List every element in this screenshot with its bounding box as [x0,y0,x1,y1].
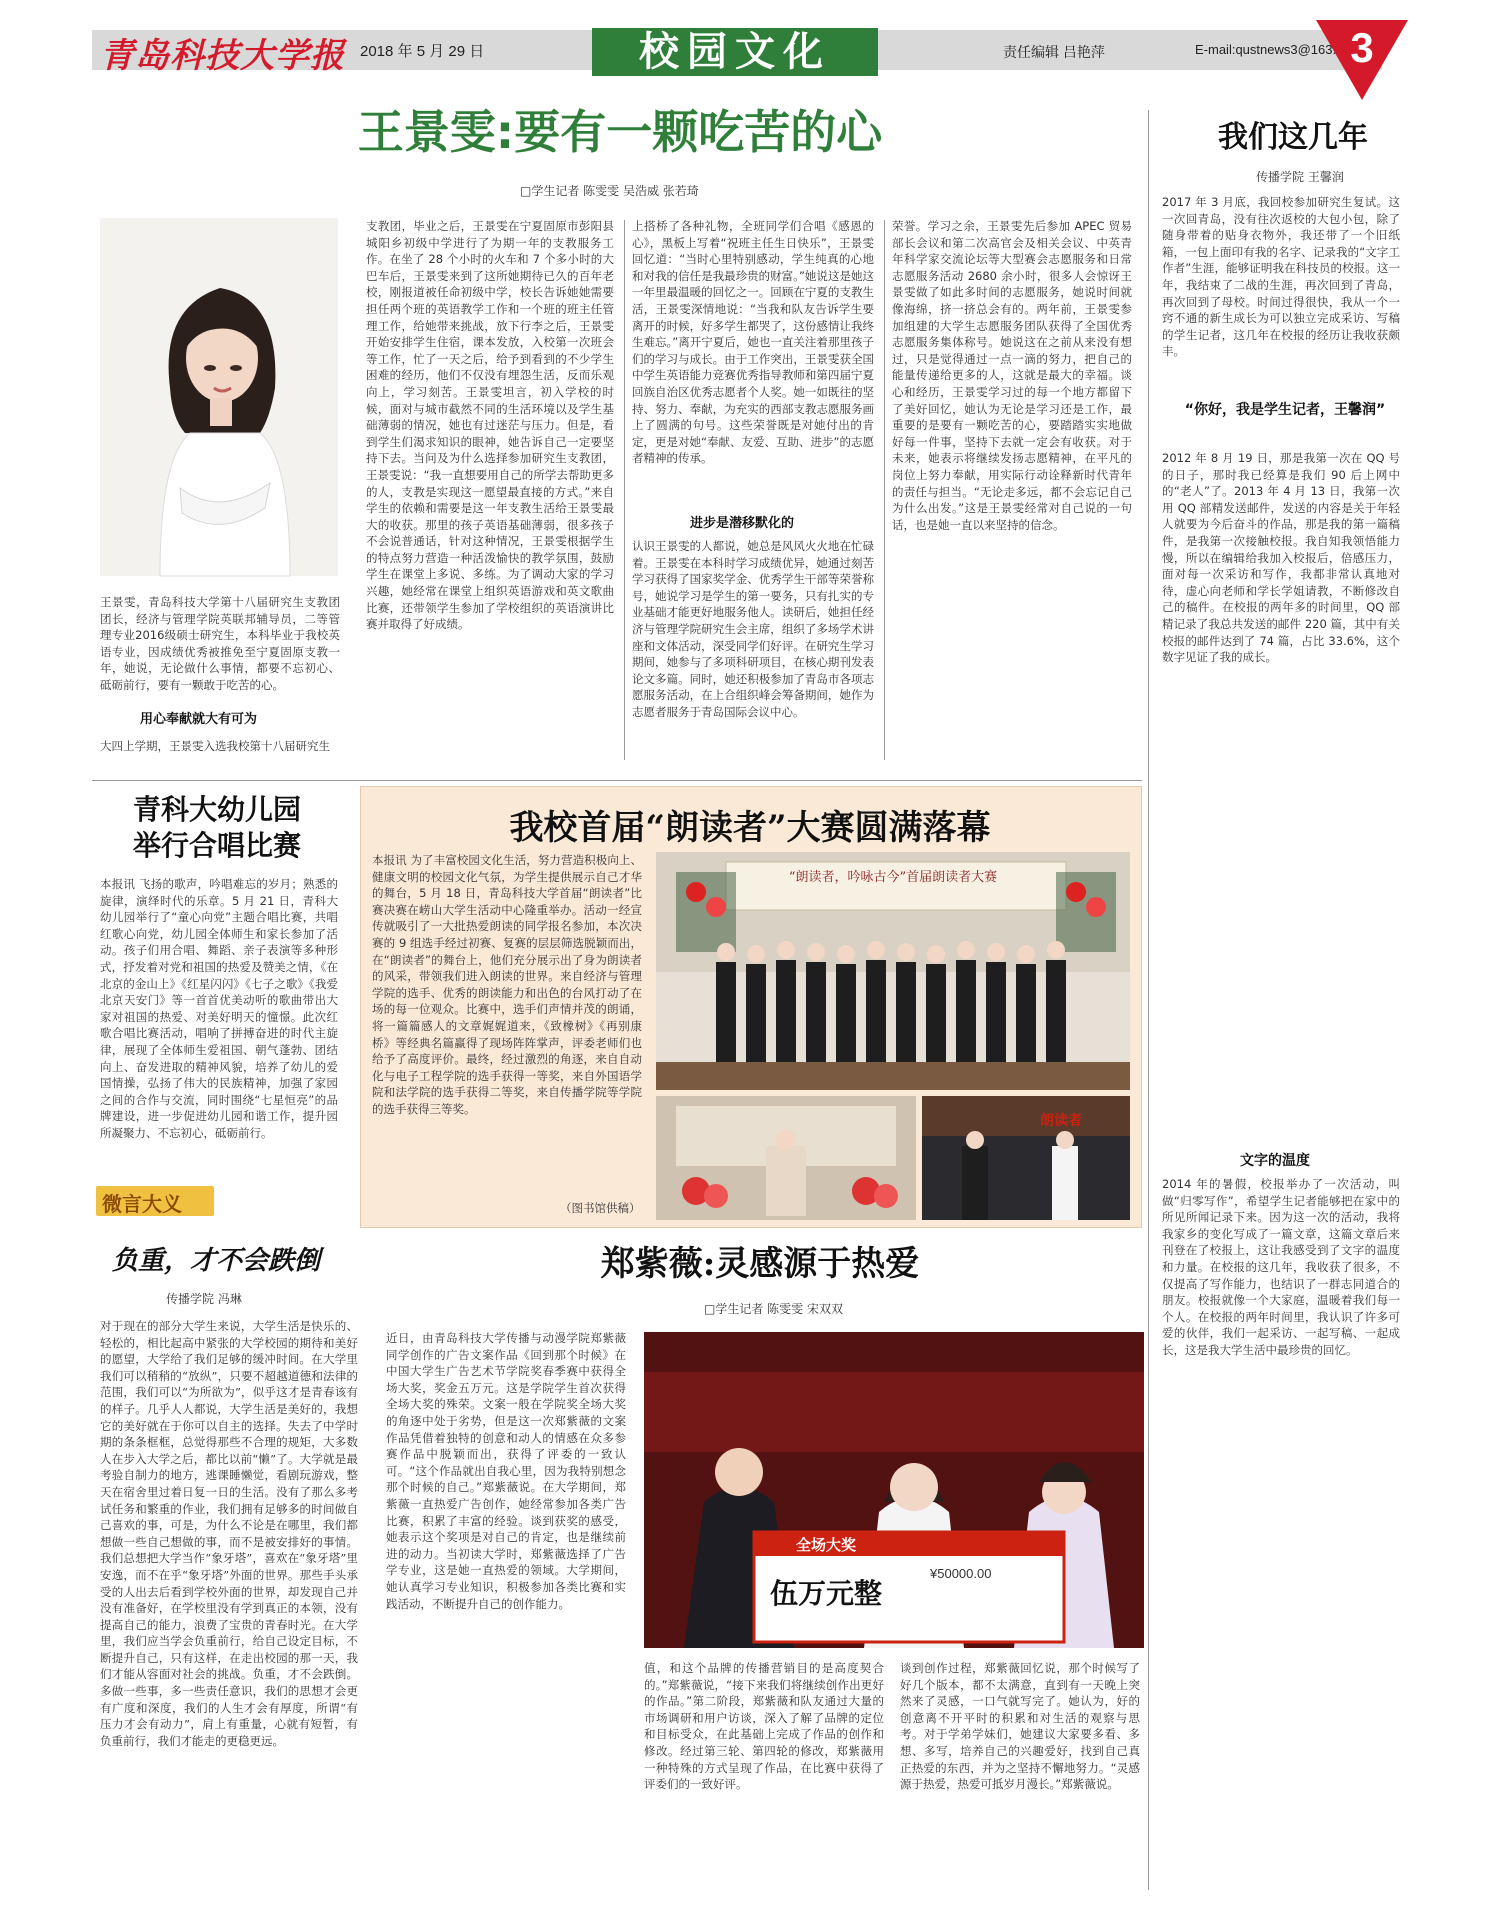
sidebar-paragraph-2: 2012 年 8 月 19 日，那是我第一次在 QQ 号的日子，那时我已经算是我们 90 后上网中的“老人”了。2013 年 4 月 13 日，我第一次用 QQ 部精发送邮件，发送的内容是关于年轻人就要为今后奋斗的作品，那是我的第一篇稿件，是我第一次接触校报。我自知我领悟能力慢，所以在编辑给我加入校报后，倍感压力，面对每一次采访和写作，我都非常认真地对待，虚心向老师和学长学姐请教，不断修改自己的稿件。在校报的两年多的时间里，QQ 部精记录了我总共发送的邮件 220 篇，其中有关校报的邮件达到了 74 篇，占比 33.6%，这个数字见证了我的成长。 [1162,451,1400,665]
sidebar-title: 我们这几年 [1218,120,1368,155]
story3-photo-badge: 朗读者 [1040,1113,1082,1129]
award-amount-text: 伍万元整 [770,1577,883,1610]
story1-col3b-text: 认识王景雯的人都说，她总是风风火火地在忙碌着。王景雯在本科时学习成绩优异，她通过刻苦学习获得了国家奖学金、优秀学生干部等荣誉称号，她说学习是学生的第一要务，只有扎实的专业基础才能更好地服务他人。读研后，她担任经济与管理学院研究生会主席，组织了多场学术讲座和文体活动，深受同学们好评。在研究生学习期间，她参与了多项科研项目，在核心期刊发表论文多篇。同时，她还积极参加了青岛市各项志愿服务活动，在上合组织峰会筹备期间，她作为志愿者服务于青岛国际会议中心。 [632,539,874,719]
sidebar-divider [1148,110,1149,1890]
story3-photo-banner: “朗读者，吟咏古今”首届朗读者大赛 [788,870,998,885]
sidebar-quote-heading: “你好，我是学生记者，王馨润” [1184,402,1386,418]
sidebar-subhead: 文字的温度 [1240,1153,1310,1169]
contact-email: E-mail:qustnews3@163.com [1195,42,1361,57]
page-number: 3 [1350,24,1374,71]
column-divider [884,220,885,760]
issue-date: 2018 年 5 月 29 日 [360,43,485,60]
story2-title-line1: 青科大幼儿园 [132,793,301,826]
story1-portrait [100,218,338,576]
award-amount-number: ¥50000.00 [930,1566,992,1581]
story3-title: 我校首届“朗读者”大赛圆满落幕 [509,808,991,848]
column-divider [624,220,625,760]
story1-col2-text: 支教团，毕业之后，王景雯在宁夏固原市彭阳县城阳乡初级中学进行了为期一年的支教服务工作。在坐了 28 个小时的火车和 7 个多小时的大巴车后，王景雯来到了这所她期待已久的百年老校，刚报道被任命初级中学，校长告诉她她需要担任两个班的英语教学工作和一个班的班主任管理工作，给她带来挑战，放下行李之后，王景雯开始安排学生住宿，课本发放，入校第一次班会等工作，忙了一天之后，给予到看到的不少学生困难的经历，他们不仅没有埋怨生活，反而乐观向上，学习刻苦。王景雯坦言，初入学校的时候，面对与城市截然不同的生活环境以及学生基础薄弱的情况，她也有过迷茫与压力。但是，看到学生们渴求知识的眼神，她告诉自己一定要坚持下去。当问及为什么选择参加研究生支教团，王景雯说：“我一直想要用自己的所学去帮助更多的人，支教是实现这一愿望最直接的方式。”来自学生的依赖和需要是这一年支教生活给王景雯最大的收获。那里的孩子英语基础薄弱，很多孩子不会说普通话，针对这种情况，王景雯根据学生的特点努力营造一种活泼愉快的教学氛围，鼓励学生在课堂上多说、多练。为了调动大家的学习兴趣，她经常在课堂上组织英语游戏和英文歌曲比赛，还带领学生参加了学校组织的英语演讲比赛并取得了好成绩。 [366,219,614,632]
story3-stage-photo [656,1096,916,1220]
column-body: 对于现在的部分大学生来说，大学生活是快乐的、轻松的，相比起高中紧张的大学校园的期待和美好的愿望，大学给了我们足够的缓冲时间。在大学里我们可以稍稍的“放纵”，只要不超越道德和法律的范围，我们可以“为所欲为”，似乎这才是青春该有的样子。几乎人人都说，大学生活是美好的，我想它的美好就在于你可以自主的选择。失去了中学时期的条条框框，总觉得那些不合理的规矩，大多数人在步入大学之后，都比以前“懒”了。大学就是最考验自制力的地方，逃课睡懒觉，看剧玩游戏，整天在宿舍里过着日复一日的生活。没有了那么多考试任务和繁重的作业，我们拥有足够多的时间做自己喜欢的事，可是，为什么不论是在哪里，我们都想做一些自己想做的事，而不是被安排好的事情。我们总想把大学当作“象牙塔”，喜欢在“象牙塔”里安逸，而不在乎“象牙塔”外面的世界。那些手头承受的人出去后看到学校外面的世界，却发现自己并没有准备好，在学校里没有学到真正的本领，没有提高自己的能力，浪费了宝贵的青春时光。在大学里，我们应当学会负重前行，给自己设定目标，不断提升自己，只有这样，在走出校园的那一天，我们才能从容面对社会的挑战。负重，才不会跌倒。多做一些事，多一些责任意识，我们的思想才会更有广度和深度，我们的人生才会有厚度，所谓“有压力才会有动力”，肩上有重量，心就有短暂，有负重前行，我们才能走的更稳更远。 [100,1319,358,1748]
newspaper-logo: 青岛科技大学报 [100,36,345,76]
column-title: 负重，才不会跌倒 [112,1246,321,1276]
story4-col3-text: 谈到创作过程，郑紫薇回忆说，那个时候写了好几个版本，都不太满意，直到有一天晚上突然来了灵感，一口气就写完了。她认为，好的创意离不开平时的积累和对生活的观察与思考。对于学弟学妹们，她建议大家要多看、多想、多写，培养自己的兴趣爱好，找到自己真正热爱的东西，并为之坚持不懈地努力。“灵感源于热爱，热爱可抵岁月漫长。”郑紫薇说。 [900,1661,1140,1792]
story1-col4-text: 荣誉。学习之余，王景雯先后参加 APEC 贸易部长会议和第二次高官会及相关会议、中英青年科学家交流论坛等大型赛会志愿服务和日常志愿服务活动 2680 余小时，很多人会惊讶王景雯做了如此多时间的志愿服务，她说时间就像海绵，挤一挤总会有的。两年前，王景雯参加组建的大学生志愿服务团队获得了全国优秀志愿服务集体称号。她说这在之前从来没有想过，只是觉得通过一点一滴的努力，把自己的能量传递给更多的人，这就是最大的幸福。谈心和经历，王景雯学习过的每一个地方都留下了美好回忆，她认为无论是学习还是工作，最重要的是要有一颗吃苦的心，要踏踏实实地做好每一件事，坚持下去就一定会有收获。对于未来，她表示将继续发扬志愿精神，在平凡的岗位上努力奉献，用实际行动诠释新时代青年的责任与担当。“无论走多远，都不会忘记自己为什么出发。”这是王景雯经常对自己说的一句话，也是她一直以来坚持的信念。 [892,219,1132,532]
story3-reading-photo [922,1096,1130,1220]
story1-col3-text: 上搭桥了各种礼物，全班同学们合唱《感恩的心》，黑板上写着“祝班主任生日快乐”，王景雯回忆道：“当时心里特别感动，学生纯真的心地和对我的信任是我最珍贵的财富。”她说这是她这一年里最温暖的回忆之一。回顾在宁夏的支教生活，王景雯深情地说：“当我和队友告诉学生要离开的时候，好多学生都哭了，这份感情让我终生难忘。”离开宁夏后，她也一直关注着那里孩子们的学习与成长。由于工作突出，王景雯获全国中学生英语能力竞赛优秀指导教师和第四届宁夏回族自治区优秀志愿者个人奖。她一如既往的坚持、努力、奉献，为充实的西部支教志愿服务画上了圆满的句号。这些荣誉既是对她付出的肯定，更是对她“奉献、友爱、互助、进步”的志愿者精神的传承。 [632,219,874,466]
story1-photo-caption: 王景雯，青岛科技大学第十八届研究生支教团团长，经济与管理学院英联邦辅导员，二等管理专业2016级硕士研究生，本科毕业于我校英语专业，因成绩优秀被推免至宁夏固原支教一年，她说，无论做什么事情，都要不忘初心、砥砺前行，要有一颗敢于吃苦的心。 [100,595,340,692]
column-tag: 微言大义 [102,1192,182,1216]
story4-col1-text: 近日，由青岛科技大学传播与动漫学院郑紫薇同学创作的广告文案作品《回到那个时候》在中国大学生广告艺术节学院奖春季赛中获得全场大奖，奖金五万元。这是学院学生首次获得全场大奖的殊荣。文案一般在学院奖全场大奖的角逐中处于劣势，但是这一次郑紫薇的文案作品凭借着独特的创意和动人的情感在众多参赛作品中脱颖而出，获得了评委的一致认可。“这个作品就出自我心里，因为我特别想念那个时候的自己。”郑紫薇说。在大学期间，郑紫薇一直热爱广告创作，她经常参加各类广告比赛，积累了丰富的经验。谈到获奖的感受，她表示这个奖项是对自己的肯定，也是继续前进的动力。当初读大学时，郑紫薇选择了广告学专业，这是她一直热爱的领域。大学期间，她认真学习专业知识，积极参加各类比赛和实践活动，不断提升自己的创作能力。 [386,1331,626,1611]
responsible-editor: 责任编辑 吕艳萍 [1003,44,1105,60]
story4-col2-text: 值，和这个品牌的传播营销目的是高度契合的。”郑紫薇说，“接下来我们将继续创作出更好的作品。”第二阶段，郑紫薇和队友通过大量的市场调研和用户访谈，深入了解了品牌的定位和目标受众，在此基础上完成了作品的创作和修改。经过第三轮、第四轮的修改，郑紫薇用一种特殊的方式呈现了作品，在比赛中获得了评委们的一致好评。 [644,1661,884,1792]
story3-group-photo [656,852,1130,1090]
story4-byline: □学生记者 陈雯雯 宋双双 [704,1302,843,1316]
sidebar-paragraph-1: 2017 年 3 月底，我回校参加研究生复试。这一次回青岛，没有往次返校的大包小包，除了随身带着的贴身衣物外，我还带了一个旧纸箱，一包上面印有我的名字、记录我的“文字工作者”生涯，能够证明我在科技员的校报。这一年，我结束了二战的生涯，再次回到了青岛，再次回到了母校。时间过得很快，我从一个一窍不通的新生成长为可以独立完成采访、写稿的学生记者，这几年在校报的经历让我收获颇丰。 [1162,195,1400,359]
story3-credit: （图书馆供稿） [560,1201,641,1215]
section-title: 校园文化 [592,28,878,76]
sidebar-paragraph-3: 2014 年的暑假，校报举办了一次活动，叫做“归零写作”，希望学生记者能够把在家中的所见所闻记录下来。因为这一次的活动，我将我家乡的变化写成了一篇文章，这篇文章后来刊登在了校报上，这让我感受到了文字的温度和力量。在校报的这几年，我收获了很多，不仅提高了写作能力，也结识了一群志同道合的朋友。校报就像一个大家庭，温暖着我们每一个人。在校报的两年时间里，我认识了许多可爱的伙伴，我们一起采访、一起写稿、一起成长，这是我大学生活中最珍贵的回忆。 [1162,1177,1400,1357]
story2-body: 本报讯 飞扬的歌声，吟唱难忘的岁月；熟悉的旋律，演绎时代的乐章。5 月 21 日，青科大幼儿园举行了“童心向党”主题合唱比赛，共唱红歌心向党，幼儿园全体师生和家长参加了活动。孩子们用合唱、舞蹈、亲子表演等多种形式，抒发着对党和祖国的热爱及赞美之情，《在北京的金山上》《红星闪闪》《七子之歌》《我爱北京天安门》等一首首优美动听的歌曲带出大家对祖国的热爱、对美好明天的憧憬。此次红歌合唱比赛活动，唱响了拼搏奋进的时代主旋律，展现了全体师生爱祖国、朝气蓬勃、团结向上、奋发进取的精神风貌，培养了幼儿的爱国情操，弘扬了伟大的民族精神，加强了家园之间的合作与交流，同时围绕“七星恒亮”的品牌建设，进一步促进幼儿园和谐工作，提升园所凝聚力、不忘初心，砥砺前行。 [100,877,338,1140]
section-divider [92,780,1142,781]
story1-subhead-2: 进步是潜移默化的 [690,516,795,531]
story1-title: 王景雯:要有一颗吃苦的心 [357,105,883,159]
story3-body: 本报讯 为了丰富校园文化生活，努力营造积极向上、健康文明的校园文化气氛，为学生提供展示自己才华的舞台，5 月 18 日，青岛科技大学首届“朗读者”比赛决赛在崂山大学生活动中心隆重举办。活动一经宣传就吸引了一大批热爱朗读的同学报名参加，本次决赛的 9 组选手经过初赛、复赛的层层筛选脱颖而出，在“朗读者”的舞台上，他们充分展示出了身为朗读者的风采，带领我们进入朗读的世界。来自经济与管理学院的选手、优秀的朗读能力和出色的台风打动了在场的每一位观众。比赛中，选手们声情并茂的朗诵，将一篇篇感人的文章娓娓道来，《致橡树》《再别康桥》等经典名篇赢得了现场阵阵掌声，评委老师们也给予了高度评价。最终，经过激烈的角逐，来自自动化与电子工程学院的选手获得一等奖，来自外国语学院和法学院的选手获得二等奖，来自传播学院等学院的选手获得三等奖。 [372,853,642,1116]
award-banner-text: 全场大奖 [796,1536,857,1554]
story2-title-line2: 举行合唱比赛 [132,829,301,862]
column-byline: 传播学院 冯琳 [166,1292,242,1306]
story4-award-photo [644,1332,1144,1648]
story4-title: 郑紫薇:灵感源于热爱 [600,1244,920,1284]
story1-col1-text: 大四上学期，王景雯入选我校第十八届研究生 [100,739,330,753]
story1-subhead-1: 用心奉献就大有可为 [140,712,258,727]
story1-byline: □学生记者 陈雯雯 吴浩威 张若琦 [520,184,699,198]
sidebar-byline: 传播学院 王馨润 [1256,170,1344,184]
